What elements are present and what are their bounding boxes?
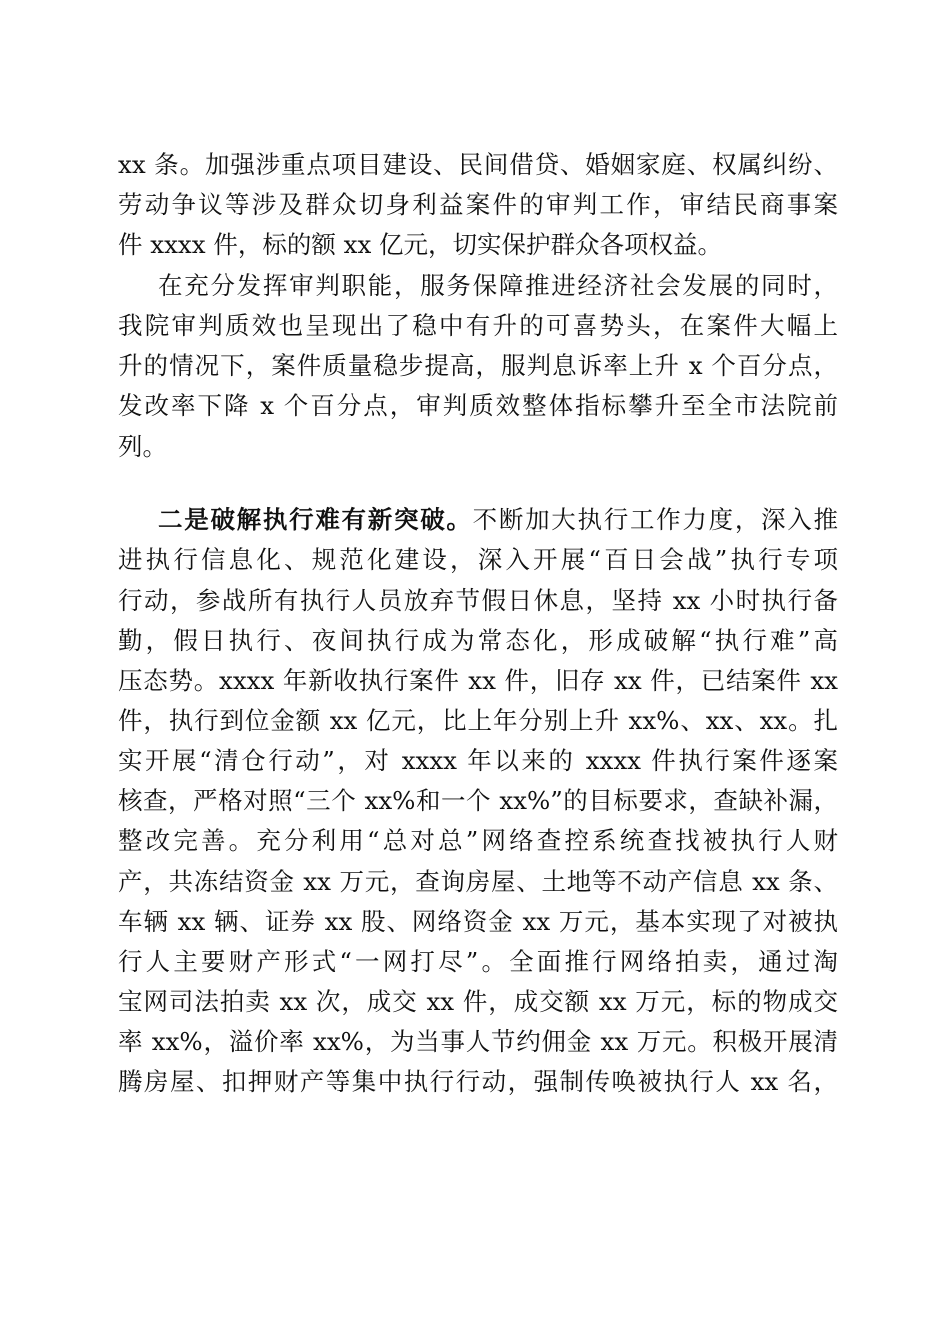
paragraph-3-line-3: 行动，参战所有执行人员放弃节假日休息，坚持 xx 小时执行备 — [118, 586, 838, 615]
paragraph-2-line-4: 发改率下降 x 个百分点，审判质效整体指标攀升至全市法院前 — [118, 391, 838, 420]
paragraph-3-line-15: 腾房屋、扣押财产等集中执行行动，强制传唤被执行人 xx 名， — [118, 1067, 838, 1096]
paragraph-2-line-1: 在充分发挥审判职能，服务保障推进经济社会发展的同时， — [158, 271, 838, 300]
paragraph-1-line-3: 件 xxxx 件，标的额 xx 亿元，切实保护群众各项权益。 — [118, 230, 723, 259]
paragraph-2-line-2: 我院审判质效也呈现出了稳中有升的可喜势头，在案件大幅上 — [118, 311, 838, 340]
paragraph-1-line-1: xx 条。加强涉重点项目建设、民间借贷、婚姻家庭、权属纠纷、 — [118, 150, 838, 179]
paragraph-3-line-1-text: 不断加大执行工作力度，深入推 — [472, 505, 838, 534]
paragraph-3-heading: 二是破解执行难有新突破。 — [158, 505, 473, 534]
paragraph-3-line-9: 整改完善。充分利用“总对总”网络查控系统查找被执行人财 — [118, 826, 838, 855]
paragraph-3-line-11: 车辆 xx 辆、证券 xx 股、网络资金 xx 万元，基本实现了对被执 — [118, 907, 838, 936]
paragraph-3-line-8: 核查，严格对照“三个 xx%和一个 xx%”的目标要求，查缺补漏， — [118, 786, 838, 815]
paragraph-3-line-10: 产，共冻结资金 xx 万元，查询房屋、土地等不动产信息 xx 条、 — [118, 867, 838, 896]
paragraph-3-line-13: 宝网司法拍卖 xx 次，成交 xx 件，成交额 xx 万元，标的物成交 — [118, 987, 838, 1016]
paragraph-3-line-1 — [158, 500, 838, 540]
paragraph-3-line-4: 勤，假日执行、夜间执行成为常态化，形成破解“执行难”高 — [118, 626, 838, 655]
paragraph-3-line-2: 进执行信息化、规范化建设，深入开展“百日会战”执行专项 — [118, 545, 838, 574]
paragraph-1-line-2: 劳动争议等涉及群众切身利益案件的审判工作，审结民商事案 — [118, 190, 838, 219]
paragraph-2-line-5: 列。 — [118, 432, 167, 461]
paragraph-3-line-6: 件，执行到位金额 xx 亿元，比上年分别上升 xx%、xx、xx。扎 — [118, 706, 838, 735]
paragraph-3-line-12: 行人主要财产形式“一网打尽”。全面推行网络拍卖，通过淘 — [118, 947, 838, 976]
paragraph-3-line-14: 率 xx%，溢价率 xx%，为当事人节约佣金 xx 万元。积极开展清 — [118, 1027, 838, 1056]
paragraph-3-line-5: 压态势。xxxx 年新收执行案件 xx 件，旧存 xx 件，已结案件 xx — [118, 666, 838, 695]
paragraph-2-line-3: 升的情况下，案件质量稳步提高，服判息诉率上升 x 个百分点， — [118, 351, 838, 380]
paragraph-3-line-7: 实开展“清仓行动”，对 xxxx 年以来的 xxxx 件执行案件逐案 — [118, 746, 838, 775]
